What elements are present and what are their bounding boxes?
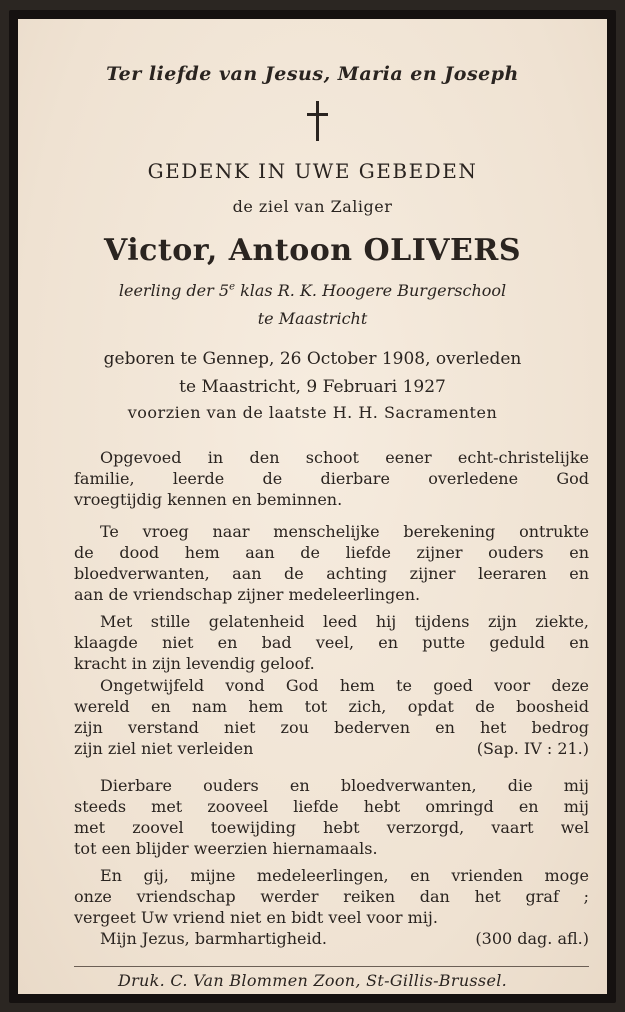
memorial-card xyxy=(9,10,616,1003)
birth-line: geboren te Gennep, 26 October 1908, overleden xyxy=(103,349,522,369)
paragraph-line: onze vriendschap werder reiken dan het graf ; xyxy=(74,887,589,906)
school-line-1-b: klas R. K. Hoogere Burgerschool xyxy=(234,281,507,300)
scripture-reference: (Sap. IV : 21.) xyxy=(476,739,589,758)
latin-cross-icon xyxy=(306,101,330,141)
paragraph-5 xyxy=(74,775,589,859)
paragraph-line: klaagde niet en bad veel, en putte geduld en xyxy=(74,633,589,652)
paragraph-line: zijn ziel niet verleiden xyxy=(74,739,254,758)
paragraph-1 xyxy=(74,447,589,510)
death-line: te Maastricht, 9 Februari 1927 xyxy=(179,377,446,397)
school-line-1-a: leerling der 5 xyxy=(118,281,230,300)
paragraph-line: Ongetwijfeld vond God hem te goed voor deze xyxy=(100,676,589,695)
paragraph-line: vroegtijdig kennen en beminnen. xyxy=(74,490,343,509)
paragraph-6 xyxy=(74,865,589,949)
paragraph-line: Dierbare ouders en bloedverwanten, die mij xyxy=(100,776,589,795)
paragraph-line: zijn verstand niet zou bederven en het bedrog xyxy=(74,718,589,737)
indulgence: (300 dag. afl.) xyxy=(475,929,589,948)
paragraph-line-with-ref xyxy=(74,738,589,759)
paragraph-line: Te vroeg naar menschelijke berekening ontrukte xyxy=(100,522,589,541)
paragraph-line: Met stille gelatenheid leed hij tijdens zijn ziekte, xyxy=(100,612,589,631)
paragraph-line: aan de vriendschap zijner medeleerlingen. xyxy=(74,585,421,604)
paragraph-line: tot een blijder weerzien hiernamaals. xyxy=(74,839,378,858)
school-line-2: te Maastricht xyxy=(257,309,368,328)
paragraph-line: familie, leerde de dierbare overledene God xyxy=(74,469,589,488)
printer-line: Druk. C. Van Blommen Zoon, St-Gillis-Brussel. xyxy=(117,971,508,990)
paragraph-3 xyxy=(74,611,589,674)
card-paper xyxy=(18,19,607,994)
prayer-line xyxy=(74,928,589,949)
paragraph-4 xyxy=(74,675,589,759)
paragraph-line: bloedverwanten, aan de achting zijner leeraren en xyxy=(74,564,589,583)
paragraph-line: met zoovel toewijding hebt verzorgd, vaart wel xyxy=(74,818,589,837)
sacraments-line: voorzien van de laatste H. H. Sacramenten xyxy=(127,403,498,422)
devotion-line: Ter liefde van Jesus, Maria en Joseph xyxy=(106,63,519,85)
school-line-1-sup: e xyxy=(229,281,235,293)
paragraph-line: Opgevoed in den schoot eener echt-christelijke xyxy=(100,448,589,467)
heading: GEDENK IN UWE GEBEDEN xyxy=(147,159,478,183)
paragraph-2 xyxy=(74,521,589,605)
paragraph-line: En gij, mijne medeleerlingen, en vrienden moge xyxy=(100,866,589,885)
paragraph-line: vergeet Uw vriend niet en bidt veel voor mij. xyxy=(74,908,438,927)
paragraph-line: de dood hem aan de liefde zijner ouders en xyxy=(74,543,589,562)
paragraph-line: kracht in zijn levendig geloof. xyxy=(74,654,315,673)
divider xyxy=(74,966,589,967)
deceased-name: Victor, Antoon OLIVERS xyxy=(103,233,521,268)
intro-line: de ziel van Zaliger xyxy=(232,197,393,216)
school-line-1 xyxy=(18,281,607,300)
prayer: Mijn Jezus, barmhartigheid. xyxy=(100,929,327,948)
paragraph-line: wereld en nam hem tot zich, opdat de boosheid xyxy=(74,697,589,716)
paragraph-line: steeds met zooveel liefde hebt omringd en mij xyxy=(74,797,589,816)
